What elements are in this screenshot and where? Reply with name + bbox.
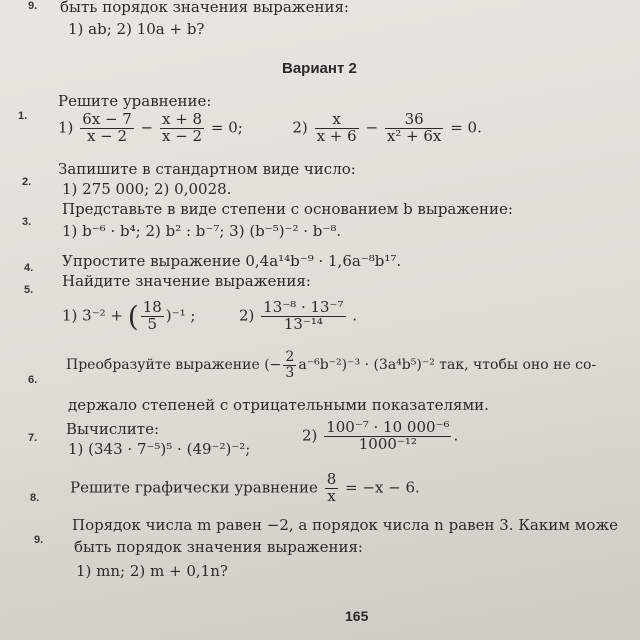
task-5-part2-label: 2) [238, 306, 255, 325]
prev-task-line2: 1) ab; 2) 10a + b? [68, 20, 205, 38]
prev-task-line1: быть порядок значения выражения: [60, 0, 349, 16]
task-7-text: Вычислите: [66, 420, 160, 438]
task-8-fraction: $\frac{8}{x}$ [326, 470, 337, 505]
task-5-fraction-1: $\frac{18}{5}$ [142, 298, 162, 333]
task-6-expr-mid: a⁻⁶b⁻²)⁻³ · (3a⁴b⁵)⁻² так, чтобы оно не со- [298, 357, 597, 374]
task-1-number: 1. [18, 110, 28, 122]
task-1-minus-1: − [140, 118, 154, 137]
task-9-line1: Порядок числа m равен −2, а порядок числа n равен 3. Каким може [72, 516, 619, 534]
task-7-part2-end: . [453, 426, 459, 445]
task-3-number: 3. [22, 216, 32, 228]
prev-task-number: 9. [28, 0, 38, 12]
task-5-expressions: 1) 3⁻² + ( $\frac{18}{5}$ )⁻¹ ; 2) $\frac{\text{13⁻⁸ · 13⁻⁷}}{\text{13⁻¹⁴}}$ . [62, 298, 358, 333]
task-8-line [70, 472, 420, 505]
task-1-fraction-2: $\frac{x + 8}{x - 2}$ [161, 110, 203, 145]
task-6-expression [66, 350, 596, 380]
task-7-part2 [302, 420, 458, 453]
task-5-part2-end: . [352, 306, 358, 325]
task-1-fraction-1: $\frac{6x - 7}{x - 2}$ [82, 110, 132, 145]
task-1-part2-label: 2) [292, 118, 308, 137]
task-9-line2: быть порядок значения выражения: [74, 538, 363, 556]
task-1-minus-2: − [365, 118, 379, 137]
task-6-line2: держало степеней с отрицательными показателями. [68, 396, 489, 414]
task-5-text: Найдите значение выражения: [62, 272, 311, 290]
task-8-rest: = −x − 6. [345, 478, 420, 497]
task-6-text-start: Преобразуйте выражение [66, 357, 260, 374]
task-2-parts: 1) 275 000; 2) 0,0028. [62, 180, 232, 198]
task-5-fraction-2: $\frac{\text{13⁻⁸ · 13⁻⁷}}{\text{13⁻¹⁴}}$ [263, 298, 344, 333]
task-4-number: 4. [24, 262, 34, 274]
task-4-text: Упростите выражение 0,4a¹⁴b⁻⁹ · 1,6a⁻⁸b¹⁷. [62, 252, 402, 270]
task-9-line3: 1) mn; 2) m + 0,1n? [76, 562, 228, 580]
task-8-number: 8. [30, 492, 40, 504]
task-7-part1: 1) (343 · 7⁻⁵)⁵ · (49⁻²)⁻²; [68, 440, 251, 458]
task-1-eq1-rest: = 0; [210, 118, 243, 137]
task-5-number: 5. [24, 284, 34, 296]
task-1-equations [58, 112, 482, 145]
task-6-number: 6. [28, 374, 38, 386]
task-1-text: Решите уравнение: [58, 92, 212, 110]
task-8-text: Решите графически уравнение [70, 478, 318, 497]
task-1-eq2-rest: = 0. [450, 118, 482, 137]
task-3-parts: 1) b⁻⁶ · b⁴; 2) b² : b⁻⁷; 3) (b⁻⁵)⁻² · b⁻⁸. [62, 222, 342, 240]
variant-title: Вариант 2 [282, 60, 357, 77]
task-1-part1-label: 1) [58, 118, 74, 137]
task-3-text: Представьте в виде степени с основанием b выражение: [62, 200, 513, 218]
page-number: 165 [345, 608, 369, 624]
task-1-fraction-3: $\frac{x}{x + 6}$ [316, 110, 357, 145]
task-7-number: 7. [28, 432, 38, 444]
task-5-part1-end: )⁻¹ ; [165, 306, 196, 325]
task-5-part1-start: 1) 3⁻² + [62, 306, 123, 325]
task-7-fraction: $\frac{\text{100⁻⁷ · 10 000⁻⁶}}{\text{1000⁻¹²}}$ [326, 418, 450, 453]
task-9-number: 9. [34, 534, 44, 546]
task-1-fraction-4: $\frac{36}{\text{x² + 6x}}$ [386, 110, 442, 145]
task-2-number: 2. [22, 176, 32, 188]
task-6-fraction: $\frac{2}{3}$ [285, 349, 295, 381]
task-2-text: Запишите в стандартном виде число: [58, 160, 356, 178]
task-6-open: (− [264, 357, 282, 374]
task-7-part2-label: 2) [302, 426, 318, 445]
